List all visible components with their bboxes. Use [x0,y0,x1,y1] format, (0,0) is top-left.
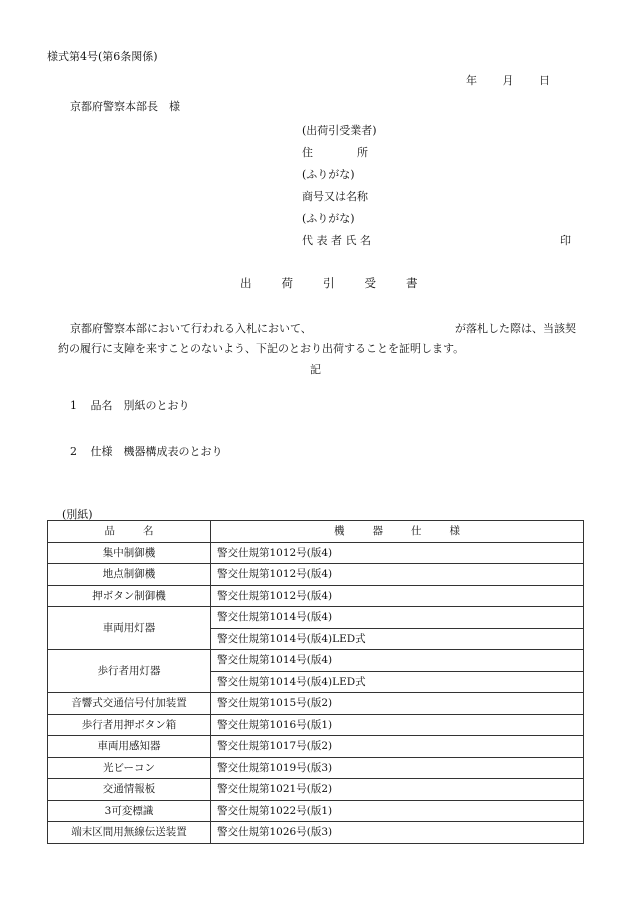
table-row [48,800,584,822]
table-row [48,607,584,629]
item-text: 品名 別紙のとおり [90,399,190,412]
item-2 [70,443,223,459]
item-name-cell: 集中制御機 [48,542,211,564]
spec-cell: 警交仕規第1015号(版2) [211,693,584,715]
item-1 [70,397,190,413]
item-name-cell: 歩行者用灯器 [48,650,211,693]
title-char: 引 [323,276,335,290]
table-row [48,693,584,715]
date-year: 年 [466,74,477,87]
ki-heading: 記 [310,363,321,376]
spec-cell: 警交仕規第1014号(版4) [211,607,584,629]
item-name-cell: 車両用感知器 [48,736,211,758]
table-row [48,757,584,779]
addressee: 京都府警察本部長 様 [70,100,180,113]
header-spec [211,521,584,543]
spec-cell: 警交仕規第1016号(版1) [211,714,584,736]
table-row [48,542,584,564]
title-char: 荷 [281,276,293,290]
address-label: 住 所 [302,146,368,159]
body-line-2: 約の履行に支障を来すことのないよう、下記のとおり出荷することを証明します。 [58,342,465,355]
item-text: 仕様 機器構成表のとおり [90,445,223,458]
item-name-cell: 3可変標識 [48,800,211,822]
header-char: 器 [372,525,383,538]
title-char: 出 [240,276,252,290]
date-day: 日 [539,74,550,87]
header-name [48,521,211,543]
header-char: 様 [449,525,460,538]
item-name-cell: 地点制御機 [48,564,211,586]
seal-mark: 印 [560,234,571,247]
table-row [48,585,584,607]
table-row [48,822,584,844]
spec-cell: 警交仕規第1014号(版4)LED式 [211,628,584,650]
item-name-cell: 交通情報板 [48,779,211,801]
spec-cell: 警交仕規第1019号(版3) [211,757,584,779]
spec-cell: 警交仕規第1022号(版1) [211,800,584,822]
item-name-cell: 光ビーコン [48,757,211,779]
body-line-1a: 京都府警察本部において行われる入札において、 [70,322,312,335]
date-line [466,72,550,88]
furigana-label-2: (ふりがな) [302,212,355,225]
table-row [48,714,584,736]
spec-cell: 警交仕規第1012号(版4) [211,564,584,586]
item-name-cell: 端末区間用無線伝送装置 [48,822,211,844]
table-row [48,564,584,586]
item-number: 2 [70,445,77,458]
company-label: 商号又は名称 [302,190,368,203]
spec-cell: 警交仕規第1014号(版4)LED式 [211,671,584,693]
table-row [48,779,584,801]
header-char: 仕 [411,525,422,538]
table-body [48,542,584,843]
date-month: 月 [502,74,514,87]
representative-label: 代 表 者 氏 名 [302,234,371,247]
title-char: 受 [364,276,376,290]
body-line-1b: が落札した際は、当該契 [455,322,576,335]
table-header-row [48,521,584,543]
applicant-heading: (出荷引受業者) [302,124,377,137]
spec-cell: 警交仕規第1021号(版2) [211,779,584,801]
attachment-label: (別紙) [62,508,93,521]
spec-cell: 警交仕規第1026号(版3) [211,822,584,844]
spec-cell: 警交仕規第1017号(版2) [211,736,584,758]
header-char: 機 [334,525,345,538]
spec-cell: 警交仕規第1012号(版4) [211,542,584,564]
spec-cell: 警交仕規第1012号(版4) [211,585,584,607]
item-name-cell: 押ボタン制御機 [48,585,211,607]
item-name-cell: 音響式交通信号付加装置 [48,693,211,715]
furigana-label-1: (ふりがな) [302,168,355,181]
title-char: 書 [406,276,418,290]
header-char: 名 [143,525,154,538]
spec-cell: 警交仕規第1014号(版4) [211,650,584,672]
document-title [240,275,418,291]
table-row [48,736,584,758]
form-number: 様式第4号(第6条関係) [47,50,158,63]
item-name-cell: 歩行者用押ボタン箱 [48,714,211,736]
header-char: 品 [104,525,115,538]
spec-table [47,520,584,844]
table-row [48,650,584,672]
applicant-block [302,122,582,252]
item-name-cell: 車両用灯器 [48,607,211,650]
item-number: 1 [70,399,77,412]
